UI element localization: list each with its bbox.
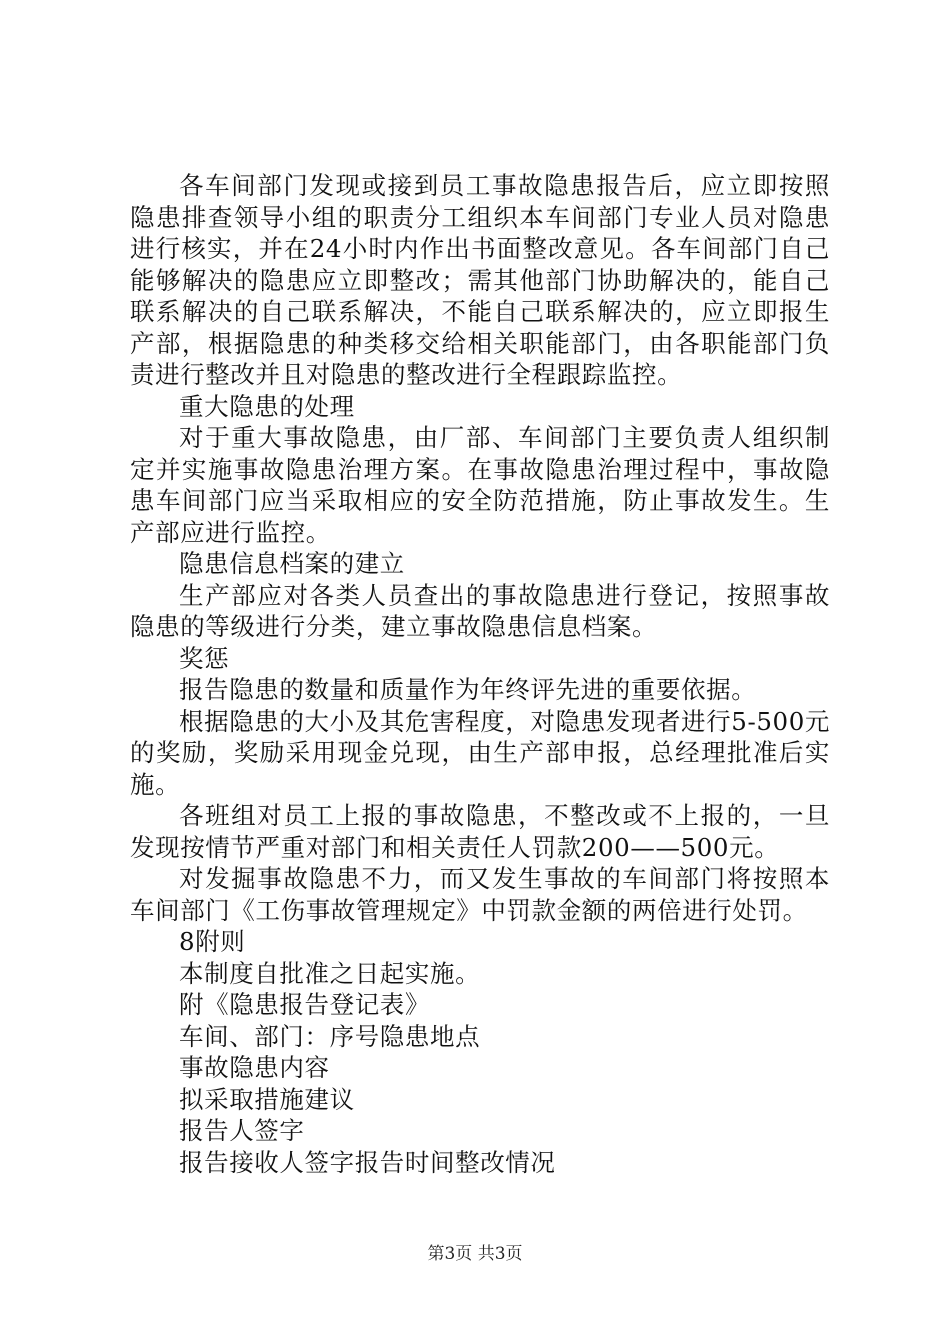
paragraph-reward-amount: 根据隐患的大小及其危害程度，对隐患发现者进行5-500元的奖励，奖励采用现金兑现，由生产部申报，总经理批准后实施。 (130, 706, 830, 799)
form-field-reporter-signature: 报告人签字 (179, 1116, 305, 1145)
paragraph-department-penalty: 对发掘事故隐患不力，而又发生事故的车间部门将按照本车间部门《工伤事故管理规定》中罚款金额的两倍进行处罚。 (130, 864, 830, 925)
section-heading-supplementary: 8附则 (179, 927, 246, 956)
form-field-measures: 拟采取措施建议 (179, 1084, 355, 1114)
paragraph-hazard-verification: 各车间部门发现或接到员工事故隐患报告后，应立即按照隐患排查领导小组的职责分工组织本车间部门专业人员对隐患进行核实，并在24小时内作出书面整改意见。各车间部门自己能够解决的隐患应立即整改；需其他部门协助解决的，能自己联系解决的自己联系解决，不能自己联系解决的，应立即报生产部，根据隐患的种类移交给相关职能部门，由各职能部门负责进行整改并且对隐患的整改进行全程跟踪监控。 (130, 171, 830, 389)
paragraph-team-penalty: 各班组对员工上报的事故隐患，不整改或不上报的，一旦发现按情节严重对部门和相关责任人罚款200——500元。 (130, 801, 830, 862)
paragraph-hazard-archive: 生产部应对各类人员查出的事故隐患进行登记，按照事故隐患的等级进行分类，建立事故隐患信息档案。 (130, 580, 830, 641)
document-body (130, 170, 830, 1178)
section-heading-major-hazard: 重大隐患的处理 (179, 391, 355, 421)
form-field-department: 车间、部门：序号隐患地点 (179, 1021, 481, 1051)
page-number: 第3页 共3页 (427, 1244, 523, 1264)
section-heading-rewards-penalties: 奖惩 (179, 643, 230, 673)
paragraph-reward-basis: 报告隐患的数量和质量作为年终评先进的重要依据。 (179, 675, 757, 704)
line-attachment-title: 附《隐患报告登记表》 (179, 990, 430, 1019)
paragraph-major-hazard: 对于重大事故隐患，由厂部、车间部门主要负责人组织制定并实施事故隐患治理方案。在事故隐患治理过程中，事故隐患车间部门应当采取相应的安全防范措施，防止事故发生。生产部应进行监控。 (130, 423, 830, 547)
form-field-receiver-signature: 报告接收人签字报告时间整改情况 (179, 1147, 556, 1177)
line-effective-date: 本制度自批准之日起实施。 (179, 958, 481, 988)
section-heading-hazard-archive: 隐患信息档案的建立 (179, 549, 405, 578)
form-field-hazard-content: 事故隐患内容 (179, 1053, 330, 1082)
